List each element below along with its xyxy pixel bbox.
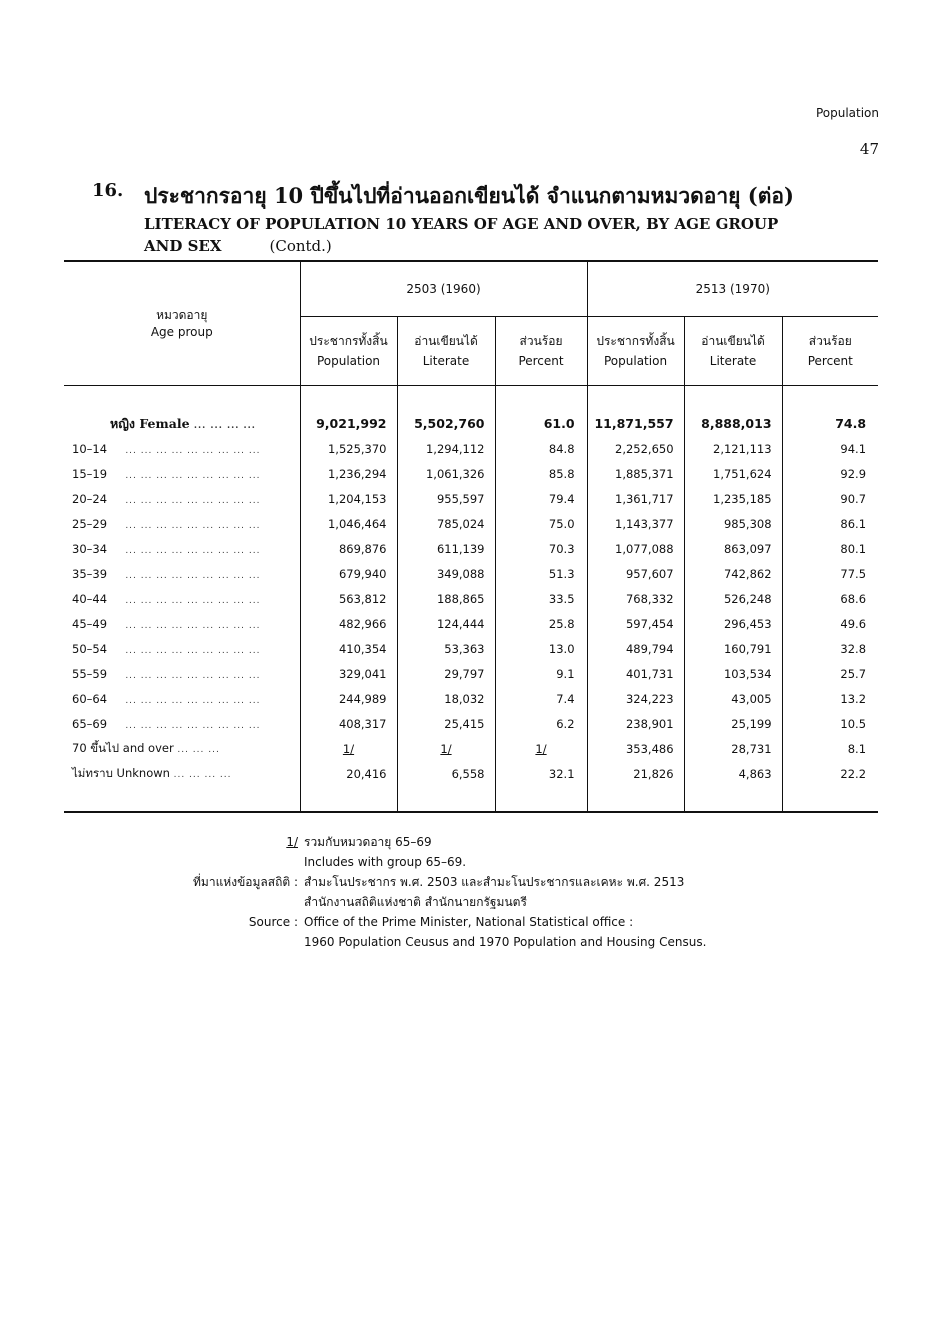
cell-p1970: 1,885,371 bbox=[587, 461, 684, 486]
cell-p1960: 563,812 bbox=[300, 586, 397, 611]
cell-pc1970: 92.9 bbox=[782, 461, 878, 486]
leader-dots: ... ... ... ... ... ... ... ... ... bbox=[125, 570, 261, 581]
footnote-thai: รวมกับหมวดอายุ 65–69 bbox=[304, 835, 432, 849]
cell-p1960: 408,317 bbox=[300, 711, 397, 736]
cell-p1970: 957,607 bbox=[587, 561, 684, 586]
cell-l1960: 29,797 bbox=[397, 661, 495, 686]
footnote-ref: 1/ bbox=[535, 741, 547, 756]
source-english-line1: Office of the Prime Minister, National Statistical office : bbox=[304, 915, 634, 929]
table-row bbox=[64, 436, 878, 461]
footnote-ref: 1/ bbox=[440, 741, 452, 756]
leader-dots: ... ... ... ... ... ... ... ... ... bbox=[125, 670, 261, 681]
footnote-english: Includes with group 65–69. bbox=[304, 855, 467, 869]
cell-l1970: 863,097 bbox=[684, 536, 782, 561]
cell-l1960: 124,444 bbox=[397, 611, 495, 636]
cell-pc1960: 9.1 bbox=[495, 661, 587, 686]
table-row-unknown: ไม่ทราบ Unknown ... ... ... ... 20,416 6,558 32.1 21,826 4,863 22.2 bbox=[64, 761, 878, 786]
cell-l1960: 785,024 bbox=[397, 511, 495, 536]
cell-l1970: 160,791 bbox=[684, 636, 782, 661]
cell-p1970: 1,077,088 bbox=[587, 536, 684, 561]
age-group-label: 35–39 bbox=[72, 566, 108, 581]
cell-p1960: 1,204,153 bbox=[300, 486, 397, 511]
age-group-label: 15–19 bbox=[72, 466, 108, 481]
table-row bbox=[64, 561, 878, 586]
title-thai: ประชากรอายุ 10 ปีขึ้นไปที่อ่านออกเขียนได้ จำแนกตามหมวดอายุ (ต่อ) bbox=[144, 183, 794, 208]
age-group-label: 65–69 bbox=[72, 716, 108, 731]
cell-p1960: 1,236,294 bbox=[300, 461, 397, 486]
age-group-label: 55–59 bbox=[72, 666, 108, 681]
cell-pc1970: 13.2 bbox=[782, 686, 878, 711]
cell-l1970: 526,248 bbox=[684, 586, 782, 611]
age-group-label: 20–24 bbox=[72, 491, 108, 506]
title-contd: (Contd.) bbox=[269, 237, 332, 255]
cell-l1970: 1,235,185 bbox=[684, 486, 782, 511]
cell-p1960: 410,354 bbox=[300, 636, 397, 661]
cell-p1970: 324,223 bbox=[587, 686, 684, 711]
cell-pc1960: 6.2 bbox=[495, 711, 587, 736]
cell-l1960: 611,139 bbox=[397, 536, 495, 561]
cell-pc1970: 90.7 bbox=[782, 486, 878, 511]
leader-dots: ... ... ... ... ... ... ... ... ... bbox=[125, 520, 261, 531]
cell-l1970: 742,862 bbox=[684, 561, 782, 586]
cell-pc1970: 32.8 bbox=[782, 636, 878, 661]
cell-l1960: 955,597 bbox=[397, 486, 495, 511]
cell-p1960: 329,041 bbox=[300, 661, 397, 686]
table-row bbox=[64, 586, 878, 611]
cell-l1960: 1,061,326 bbox=[397, 461, 495, 486]
cell-p1970: 1,143,377 bbox=[587, 511, 684, 536]
cell-p1960: 1,525,370 bbox=[300, 436, 397, 461]
cell-p1970: 597,454 bbox=[587, 611, 684, 636]
table-row bbox=[64, 486, 878, 511]
leader-dots: ... ... ... ... ... ... ... ... ... bbox=[125, 620, 261, 631]
source-english-line2: 1960 Population Ceusus and 1970 Population and Housing Census. bbox=[304, 935, 707, 949]
cell-l1960: 18,032 bbox=[397, 686, 495, 711]
col-percent-1970: ส่วนร้อย Percent bbox=[782, 317, 878, 386]
footnote-mark: 1/ bbox=[286, 835, 298, 849]
leader-dots: ... ... ... ... ... ... ... ... ... bbox=[125, 495, 261, 506]
leader-dots: ... ... ... ... ... ... ... ... ... bbox=[125, 645, 261, 656]
cell-l1970: 43,005 bbox=[684, 686, 782, 711]
cell-pc1970: 49.6 bbox=[782, 611, 878, 636]
cell-pc1960: 33.5 bbox=[495, 586, 587, 611]
cell-p1970: 1,361,717 bbox=[587, 486, 684, 511]
title-english-line2: AND SEX bbox=[144, 237, 222, 255]
cell-pc1960: 7.4 bbox=[495, 686, 587, 711]
table-row-female-total: หญิง Female ... ... ... ... 9,021,992 5,502,760 61.0 11,871,557 8,888,013 74.8 bbox=[64, 411, 878, 436]
age-group-label: 60–64 bbox=[72, 691, 108, 706]
table-row bbox=[64, 636, 878, 661]
cell-l1960: 349,088 bbox=[397, 561, 495, 586]
cell-p1970: 401,731 bbox=[587, 661, 684, 686]
cell-l1960: 53,363 bbox=[397, 636, 495, 661]
literacy-table bbox=[64, 260, 878, 813]
cell-pc1960: 70.3 bbox=[495, 536, 587, 561]
leader-dots: ... ... ... ... ... ... ... ... ... bbox=[125, 470, 261, 481]
cell-l1970: 1,751,624 bbox=[684, 461, 782, 486]
cell-p1960: 482,966 bbox=[300, 611, 397, 636]
cell-p1960: 1,046,464 bbox=[300, 511, 397, 536]
cell-l1970: 103,534 bbox=[684, 661, 782, 686]
source-thai-line2: สำนักงานสถิติแห่งชาติ สำนักนายกรัฐมนตรี bbox=[304, 895, 527, 909]
cell-p1960: 869,876 bbox=[300, 536, 397, 561]
cell-l1960: 188,865 bbox=[397, 586, 495, 611]
table-number: 16. bbox=[92, 180, 124, 201]
cell-pc1960: 85.8 bbox=[495, 461, 587, 486]
table-row bbox=[64, 536, 878, 561]
cell-p1960: 679,940 bbox=[300, 561, 397, 586]
cell-pc1970: 86.1 bbox=[782, 511, 878, 536]
section-header: Population bbox=[815, 106, 879, 120]
leader-dots: ... ... ... ... ... ... ... ... ... bbox=[125, 720, 261, 731]
source-thai-label: ที่มาแห่งข้อมูลสถิติ : bbox=[193, 875, 298, 889]
age-group-label: 30–34 bbox=[72, 541, 108, 556]
cell-l1960: 1,294,112 bbox=[397, 436, 495, 461]
leader-dots: ... ... ... ... ... ... ... ... ... bbox=[125, 595, 261, 606]
table-row bbox=[64, 461, 878, 486]
cell-pc1970: 94.1 bbox=[782, 436, 878, 461]
cell-p1970: 2,252,650 bbox=[587, 436, 684, 461]
title-english-line1: LITERACY OF POPULATION 10 YEARS OF AGE AND OVER, BY AGE GROUP bbox=[144, 215, 779, 233]
footnotes bbox=[170, 832, 706, 952]
cell-pc1960: 51.3 bbox=[495, 561, 587, 586]
table-row bbox=[64, 686, 878, 711]
age-group-label: 50–54 bbox=[72, 641, 108, 656]
cell-l1970: 296,453 bbox=[684, 611, 782, 636]
cell-pc1960: 25.8 bbox=[495, 611, 587, 636]
table-row-70-and-over: 70 ขึ้นไป and over ... ... ... 1/ 1/ 1/ 353,486 28,731 8.1 bbox=[64, 736, 878, 761]
leader-dots: ... ... ... ... ... ... ... ... ... bbox=[125, 695, 261, 706]
table-row bbox=[64, 611, 878, 636]
leader-dots: ... ... ... ... ... ... ... ... ... bbox=[125, 545, 261, 556]
age-group-label: 10–14 bbox=[72, 441, 108, 456]
cell-pc1960: 75.0 bbox=[495, 511, 587, 536]
cell-pc1970: 25.7 bbox=[782, 661, 878, 686]
cell-p1970: 238,901 bbox=[587, 711, 684, 736]
cell-l1970: 25,199 bbox=[684, 711, 782, 736]
leader-dots: ... ... ... ... ... ... ... ... ... bbox=[125, 445, 261, 456]
col-literate-1960: อ่านเขียนได้ Literate bbox=[397, 317, 495, 386]
cell-l1960: 25,415 bbox=[397, 711, 495, 736]
cell-p1970: 768,332 bbox=[587, 586, 684, 611]
cell-l1970: 985,308 bbox=[684, 511, 782, 536]
cell-pc1970: 80.1 bbox=[782, 536, 878, 561]
age-group-header: หมวดอายุ Age proup bbox=[64, 261, 300, 386]
table-row bbox=[64, 661, 878, 686]
cell-pc1960: 13.0 bbox=[495, 636, 587, 661]
table-row bbox=[64, 711, 878, 736]
cell-pc1960: 84.8 bbox=[495, 436, 587, 461]
cell-p1960: 244,989 bbox=[300, 686, 397, 711]
col-literate-1970: อ่านเขียนได้ Literate bbox=[684, 317, 782, 386]
page-number: 47 bbox=[859, 140, 879, 158]
cell-l1970: 2,121,113 bbox=[684, 436, 782, 461]
age-group-label: 40–44 bbox=[72, 591, 108, 606]
age-group-label: 45–49 bbox=[72, 616, 108, 631]
cell-pc1960: 79.4 bbox=[495, 486, 587, 511]
cell-pc1970: 68.6 bbox=[782, 586, 878, 611]
cell-pc1970: 77.5 bbox=[782, 561, 878, 586]
source-english-label: Source : bbox=[248, 915, 298, 929]
source-thai-line1: สำมะโนประชากร พ.ศ. 2503 และสำมะโนประชากรและเคหะ พ.ศ. 2513 bbox=[304, 875, 685, 889]
year-1970-header: 2513 (1970) bbox=[587, 261, 878, 317]
table-title bbox=[92, 180, 892, 257]
cell-p1970: 489,794 bbox=[587, 636, 684, 661]
footnote-ref: 1/ bbox=[342, 741, 355, 756]
col-population-1970: ประชากรทั้งสิ้น Population bbox=[587, 317, 684, 386]
year-1960-header: 2503 (1960) bbox=[300, 261, 587, 317]
table-row bbox=[64, 511, 878, 536]
col-population-1960: ประชากรทั้งสิ้น Population bbox=[300, 317, 397, 386]
age-group-label: 25–29 bbox=[72, 516, 108, 531]
cell-pc1970: 10.5 bbox=[782, 711, 878, 736]
col-percent-1960: ส่วนร้อย Percent bbox=[495, 317, 587, 386]
